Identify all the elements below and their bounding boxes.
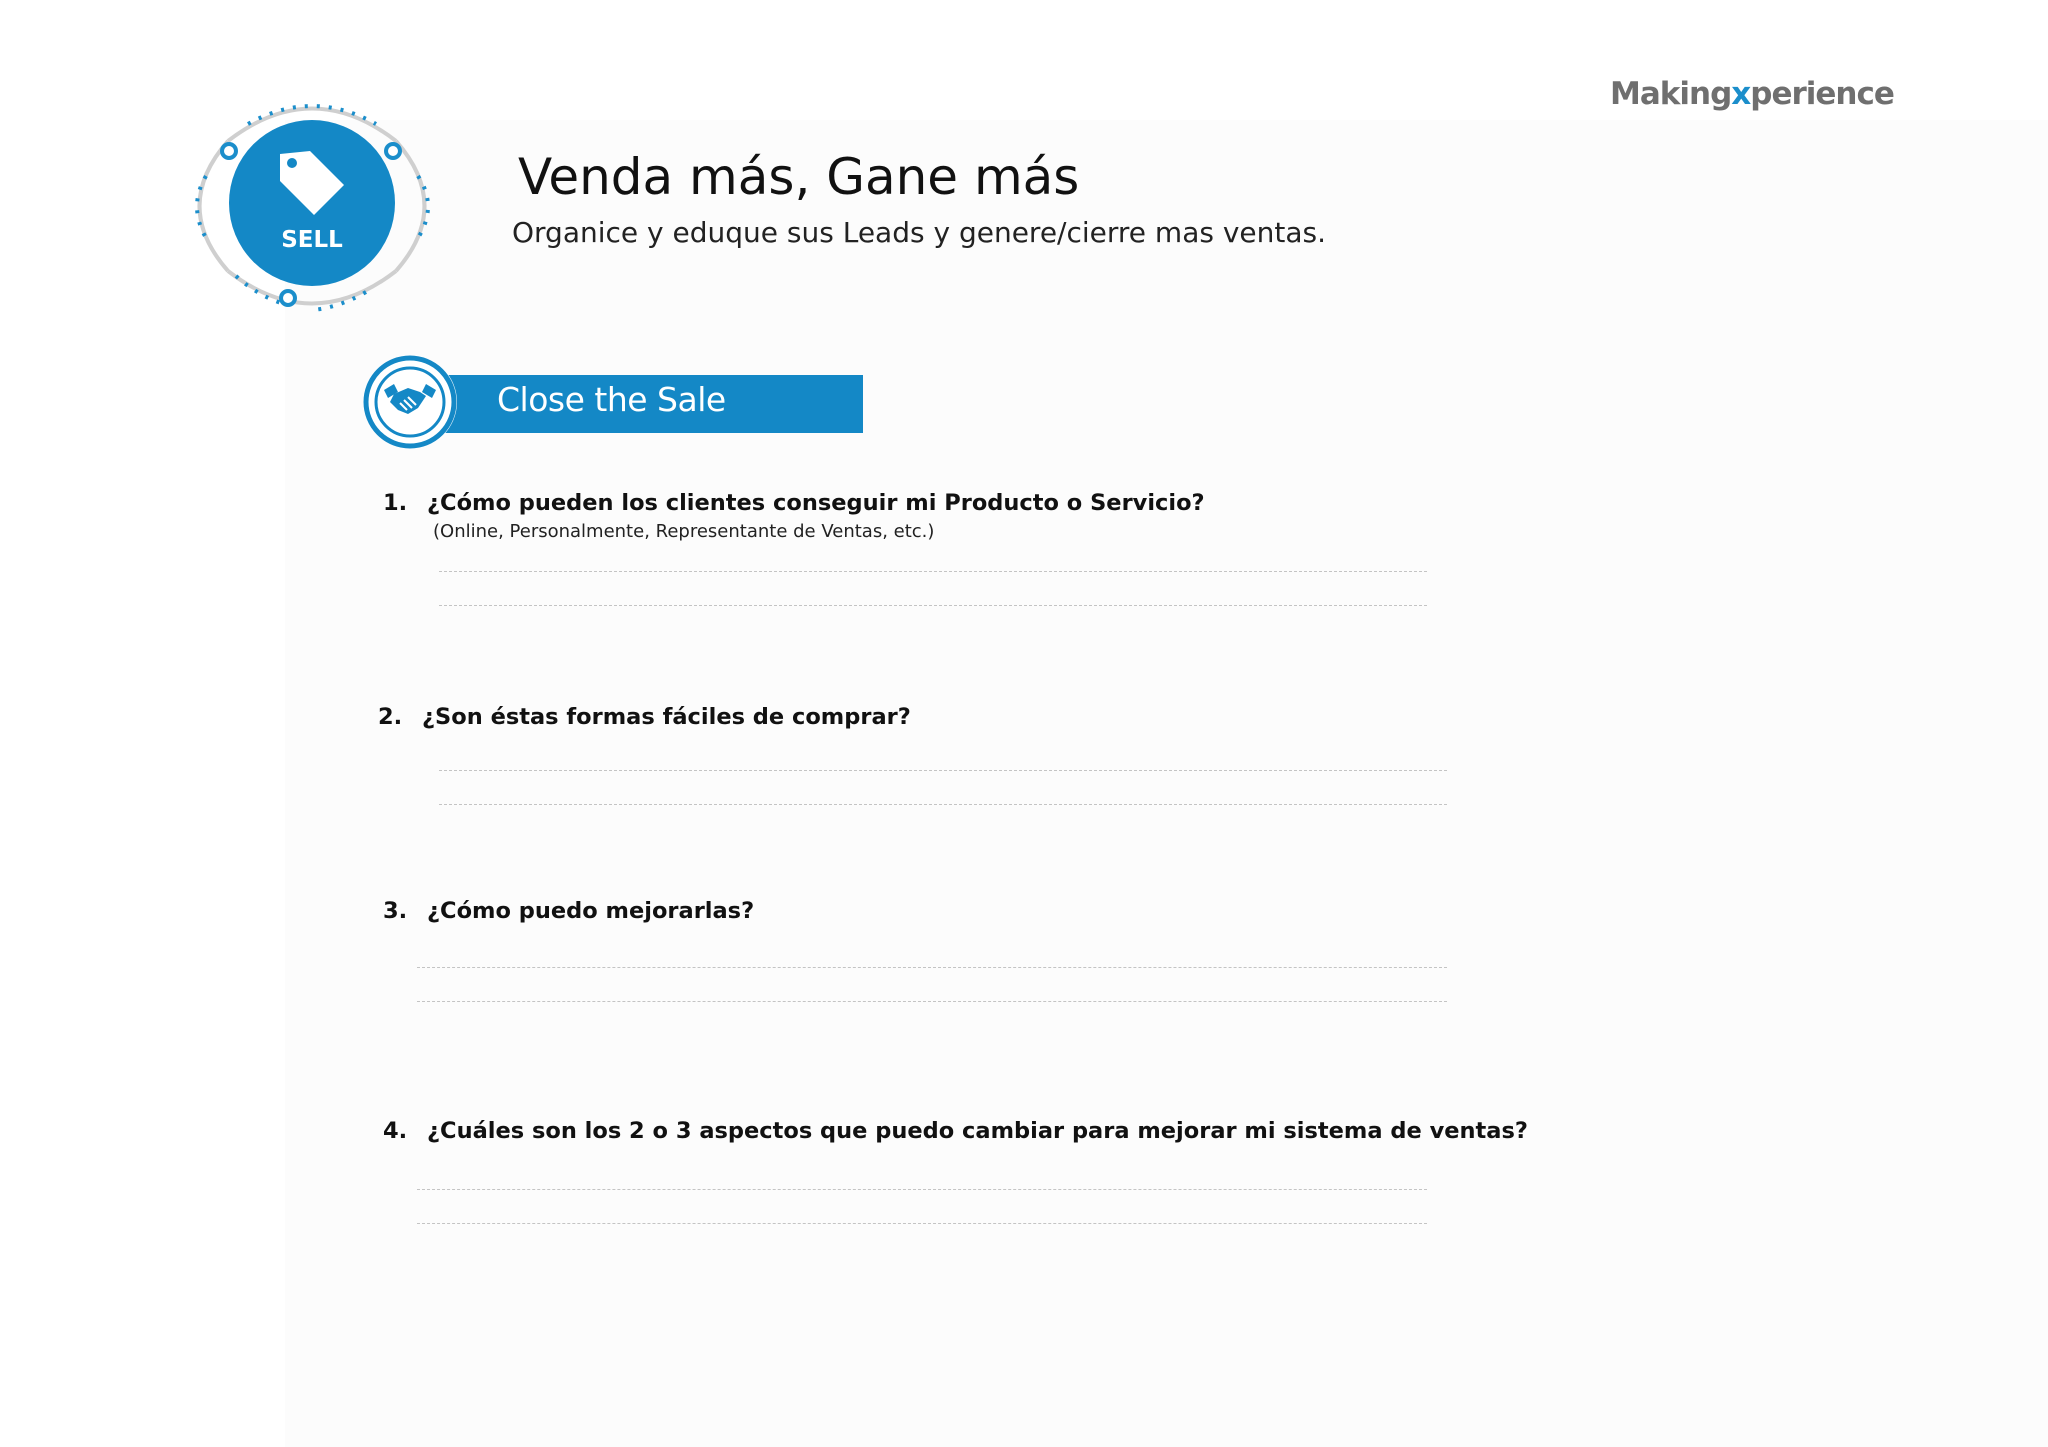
question-text: ¿Cómo pueden los clientes conseguir mi Producto o Servicio? [427, 490, 1205, 516]
answer-line[interactable] [417, 1001, 1447, 1002]
brand-logo-part2: perience [1750, 76, 1894, 112]
question-1-hint: (Online, Personalmente, Representante de Ventas, etc.) [433, 521, 935, 542]
question-4 [383, 1118, 1528, 1144]
question-text: ¿Son éstas formas fáciles de comprar? [422, 704, 911, 730]
handshake-icon [360, 352, 460, 452]
question-3 [383, 898, 754, 924]
question-text: ¿Cuáles son los 2 o 3 aspectos que puedo cambiar para mejorar mi sistema de ventas? [427, 1118, 1528, 1144]
question-text: ¿Cómo puedo mejorarlas? [427, 898, 755, 924]
question-number: 2. [378, 704, 403, 730]
page-title: Venda más, Gane más [518, 148, 1080, 206]
answer-line[interactable] [439, 770, 1447, 771]
badge-node [281, 291, 295, 305]
page-subtitle: Organice y eduque sus Leads y genere/cierre mas ventas. [512, 216, 1327, 249]
banner-label: Close the Sale [497, 380, 726, 419]
page-background [285, 120, 2048, 1447]
answer-line[interactable] [439, 804, 1447, 805]
answer-line[interactable] [417, 967, 1447, 968]
answer-line[interactable] [439, 605, 1427, 606]
question-number: 3. [383, 898, 408, 924]
question-1 [383, 490, 1205, 516]
badge-node [386, 144, 400, 158]
question-number: 4. [383, 1118, 408, 1144]
sell-badge [188, 96, 436, 316]
question-number: 1. [383, 490, 408, 516]
badge-label: SELL [281, 227, 343, 253]
brand-logo [1610, 76, 1894, 112]
brand-logo-accent: x [1731, 76, 1751, 112]
close-the-sale-banner [360, 352, 863, 452]
badge-node [222, 144, 236, 158]
answer-line[interactable] [417, 1223, 1427, 1224]
question-2 [378, 704, 911, 730]
answer-line[interactable] [439, 571, 1427, 572]
brand-logo-part1: Making [1610, 76, 1732, 112]
answer-line[interactable] [417, 1189, 1427, 1190]
